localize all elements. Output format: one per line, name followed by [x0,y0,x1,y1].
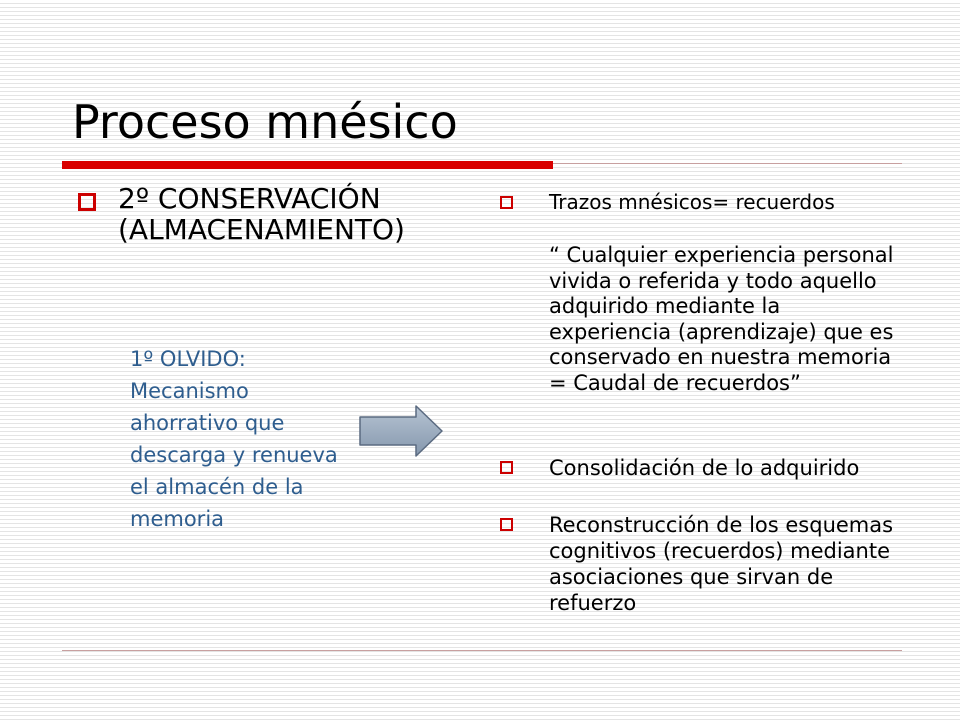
bullet-trazos-mnesicos: Trazos mnésicos= recuerdos [549,190,835,214]
bullet-consolidacion: Consolidación de lo adquirido [549,456,860,480]
left-heading: 2º CONSERVACIÓN (ALMACENAMIENTO) [118,182,405,246]
hollow-square-bullet-icon [500,196,513,209]
left-body-text: 1º OLVIDO: Mecanismo ahorrativo que descarga y renueva el almacén de la memoria [130,347,338,531]
hollow-square-bullet-icon [500,461,513,474]
title-accent-bar [62,161,553,169]
bullet-reconstruccion: Reconstrucción de los esquemas cognitivos (recuerdos) mediante asociaciones que sirvan de refuerzo [549,513,894,615]
right-arrow-icon [358,404,444,458]
slide-title: Proceso mnésico [72,95,458,149]
footer-divider-line [62,650,902,651]
hollow-square-bullet-icon [78,193,96,211]
hollow-square-bullet-icon [500,518,513,531]
definition-quote: “ Cualquier experiencia personal vivida o referida y todo aquello adquirido mediante la experiencia (aprendizaje) que es conservado en nuestra memoria = Caudal de recuerdos” [549,243,894,395]
